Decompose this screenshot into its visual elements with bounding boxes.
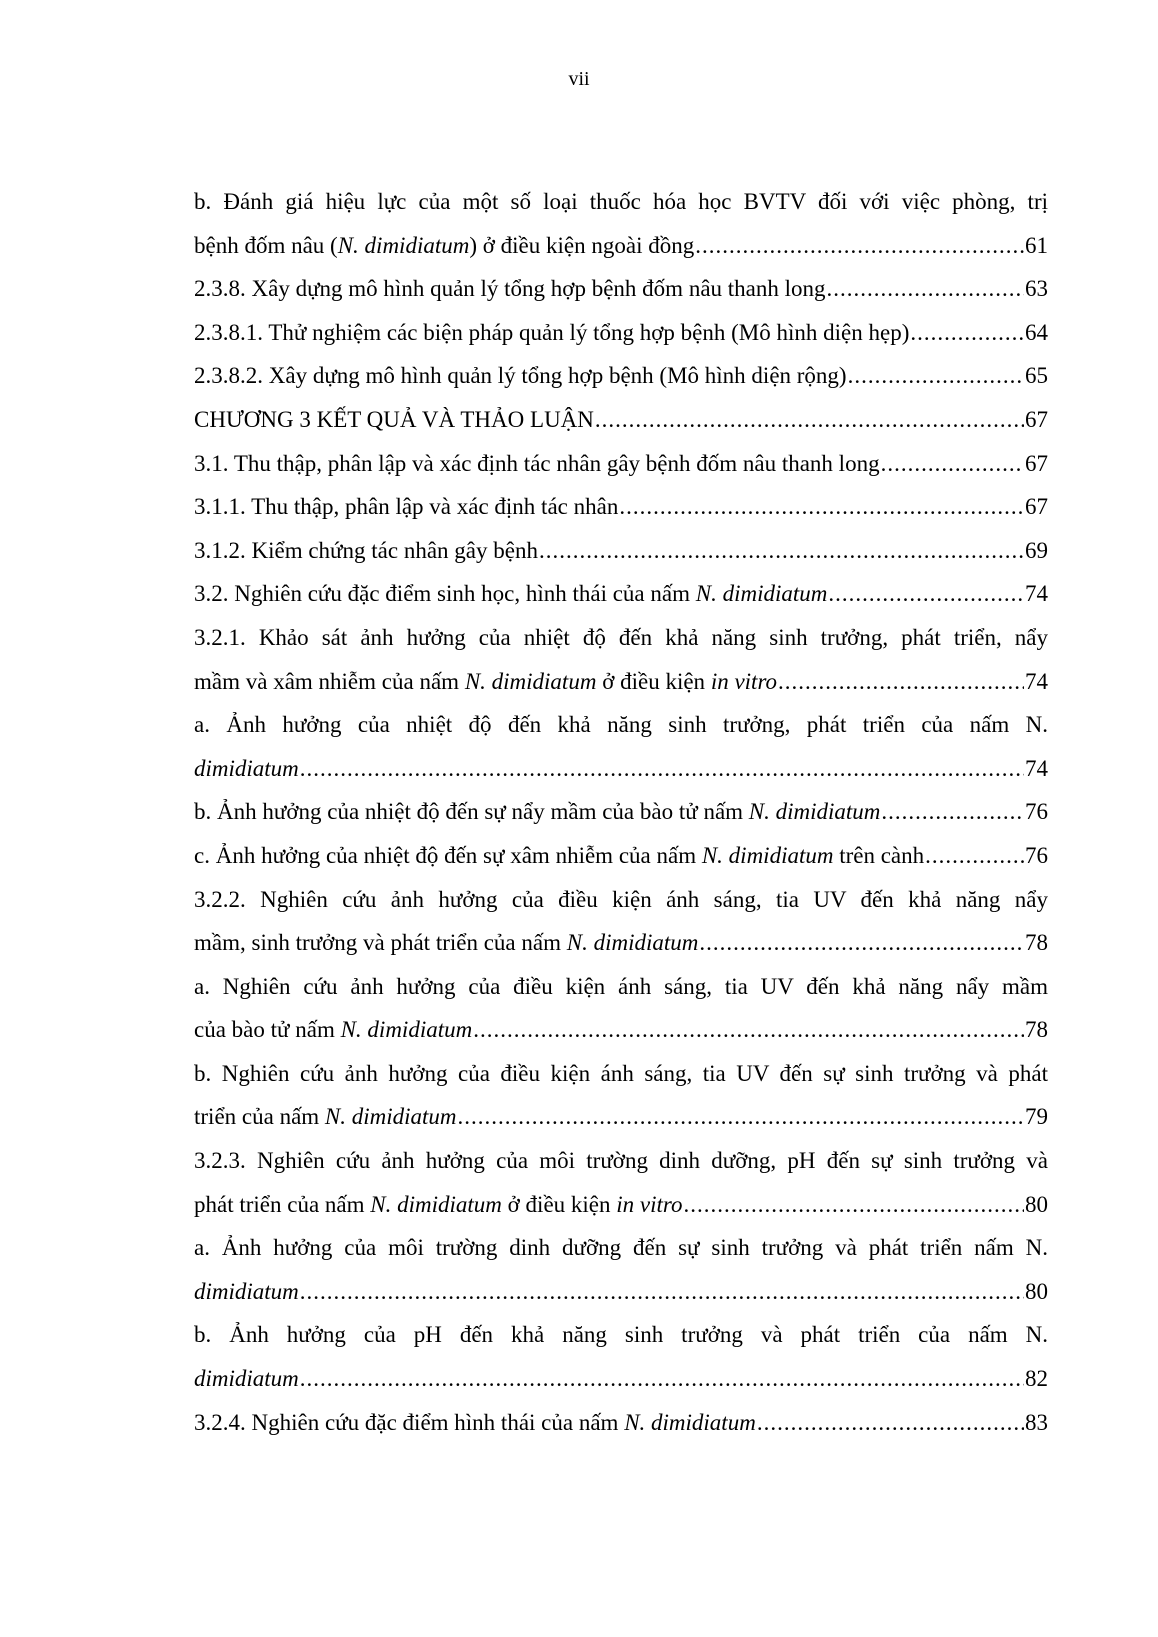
toc-entry-title xyxy=(194,311,909,355)
dot-leader xyxy=(881,442,1024,486)
dot-leader xyxy=(619,485,1024,529)
toc-page-number: 74 xyxy=(1025,755,1048,781)
toc-line: a. Ảnh hưởng của môi trường dinh dưỡng đến sự sinh trưởng và phát triển nấm N. xyxy=(194,1235,1048,1261)
toc-page-number: 65 xyxy=(1025,363,1048,389)
toc-entry-title xyxy=(194,1270,299,1314)
toc-entry xyxy=(194,1401,1048,1445)
toc-page-number: 79 xyxy=(1025,1104,1048,1130)
toc-title-part: bệnh đốm nâu ( xyxy=(194,232,338,258)
toc-entry xyxy=(194,1357,1048,1401)
toc-title-part: ở điều kiện xyxy=(596,668,711,694)
dot-leader xyxy=(778,660,1024,704)
dot-leader xyxy=(925,834,1024,878)
toc-title-part: N. dimidiatum xyxy=(566,930,699,956)
dot-leader xyxy=(757,1401,1024,1445)
toc-page-number: 82 xyxy=(1025,1366,1048,1392)
toc-title-part: N. dimidiatum xyxy=(701,842,834,868)
toc-title-part: 3.1.2. Kiểm chứng tác nhân gây bệnh xyxy=(194,537,538,563)
toc-line: a. Nghiên cứu ảnh hưởng của điều kiện ánh sáng, tia UV đến khả năng nẩy mầm xyxy=(194,973,1048,999)
toc-title-part: của bào tử nấm xyxy=(194,1017,341,1043)
toc-title-part: mầm và xâm nhiễm của nấm xyxy=(194,668,465,694)
toc-line: b. Ảnh hưởng của pH đến khả năng sinh trưởng và phát triển của nấm N. xyxy=(194,1322,1048,1348)
toc-title-part: dimidiatum xyxy=(194,755,299,781)
toc-title-part: 3.2. Nghiên cứu đặc điểm sinh học, hình thái của nấm xyxy=(194,581,696,607)
toc-page-number: 61 xyxy=(1025,232,1048,258)
toc-title-part: N. dimidiatum xyxy=(340,1017,473,1043)
toc-page-number: 63 xyxy=(1025,276,1048,302)
dot-leader xyxy=(458,1095,1024,1139)
toc-entry xyxy=(194,442,1048,486)
toc-page-number: 67 xyxy=(1025,494,1048,520)
toc-entry-title xyxy=(194,398,594,442)
toc-entry-title xyxy=(194,1401,756,1445)
toc-entry xyxy=(194,311,1048,355)
toc-entry xyxy=(194,485,1048,529)
toc-title-part: 3.2.4. Nghiên cứu đặc điểm hình thái của nấm xyxy=(194,1409,625,1435)
toc-title-part: CHƯƠNG 3 KẾT QUẢ VÀ THẢO LUẬN xyxy=(194,406,594,432)
toc-page-number: 74 xyxy=(1025,581,1048,607)
toc-line: 3.2.1. Khảo sát ảnh hưởng của nhiệt độ đến khả năng sinh trưởng, phát triển, nẩy xyxy=(194,624,1048,650)
toc-title-part: triển của nấm xyxy=(194,1104,325,1130)
dot-leader xyxy=(539,529,1024,573)
toc-entry-title xyxy=(194,354,847,398)
page-number: vii xyxy=(568,68,590,90)
toc-page-number: 67 xyxy=(1025,406,1048,432)
toc-title-part: in vitro xyxy=(616,1191,683,1217)
toc-page-number: 78 xyxy=(1025,930,1048,956)
toc-line: a. Ảnh hưởng của nhiệt độ đến khả năng sinh trưởng, phát triển của nấm N. xyxy=(194,712,1048,738)
dot-leader xyxy=(595,398,1024,442)
toc-entry-title xyxy=(194,1357,299,1401)
toc-title-part: dimidiatum xyxy=(194,1366,299,1392)
toc-entry xyxy=(194,1183,1048,1227)
toc-title-part: phát triển của nấm xyxy=(194,1191,371,1217)
toc-entry-title xyxy=(194,529,538,573)
toc-entry-title xyxy=(194,572,827,616)
toc-entry xyxy=(194,660,1048,704)
toc-title-part: dimidiatum xyxy=(194,1278,299,1304)
toc-entry-title xyxy=(194,921,698,965)
toc-entry-title xyxy=(194,747,299,791)
toc-title-part: 2.3.8. Xây dựng mô hình quản lý tổng hợp bệnh đốm nâu thanh long xyxy=(194,276,826,302)
toc-line: b. Đánh giá hiệu lực của một số loại thuốc hóa học BVTV đối với việc phòng, trị xyxy=(194,189,1048,214)
table-of-contents xyxy=(194,180,1048,1444)
toc-entry-title xyxy=(194,1008,472,1052)
toc-title-part: 2.3.8.1. Thử nghiệm các biện pháp quản lý tổng hợp bệnh (Mô hình diện hẹp) xyxy=(194,319,910,345)
dot-leader xyxy=(910,311,1024,355)
toc-title-part: in vitro xyxy=(710,668,778,694)
toc-entry-title xyxy=(194,485,618,529)
toc-title-part: N. dimidiatum xyxy=(464,668,597,694)
toc-entry-title xyxy=(194,660,777,704)
toc-page-number: 78 xyxy=(1025,1017,1048,1043)
toc-entry-title xyxy=(194,790,880,834)
toc-entry-title xyxy=(194,1095,457,1139)
dot-leader xyxy=(848,354,1024,398)
toc-page-number: 83 xyxy=(1025,1409,1048,1435)
toc-page-number: 76 xyxy=(1025,799,1048,825)
toc-entry xyxy=(194,267,1048,311)
toc-entry xyxy=(194,1270,1048,1314)
dot-leader xyxy=(699,921,1024,965)
toc-entry-title xyxy=(194,442,880,486)
toc-line: 3.2.3. Nghiên cứu ảnh hưởng của môi trường dinh dưỡng, pH đến sự sinh trưởng và xyxy=(194,1148,1048,1174)
toc-page-number: 74 xyxy=(1025,668,1048,694)
dot-leader xyxy=(881,790,1024,834)
toc-entry xyxy=(194,834,1048,878)
toc-title-part: b. Ảnh hưởng của nhiệt độ đến sự nẩy mầm của bào tử nấm xyxy=(194,799,749,825)
toc-title-part: trên cành xyxy=(833,842,925,868)
toc-entry xyxy=(194,790,1048,834)
toc-line: 3.2.2. Nghiên cứu ảnh hưởng của điều kiện ánh sáng, tia UV đến khả năng nẩy xyxy=(194,886,1048,912)
toc-title-part: ) ở điều kiện ngoài đồng xyxy=(469,232,695,258)
toc-entry xyxy=(194,747,1048,791)
dot-leader xyxy=(684,1183,1025,1227)
toc-entry xyxy=(194,1095,1048,1139)
toc-page-number: 69 xyxy=(1025,537,1048,563)
toc-page-number: 80 xyxy=(1025,1191,1048,1217)
toc-entry xyxy=(194,1008,1048,1052)
toc-page-number: 64 xyxy=(1025,319,1048,345)
dot-leader xyxy=(300,1357,1024,1401)
toc-title-part: ở điều kiện xyxy=(501,1191,617,1217)
dot-leader xyxy=(473,1008,1024,1052)
toc-page-number: 76 xyxy=(1025,842,1048,868)
dot-leader xyxy=(695,224,1024,268)
dot-leader xyxy=(300,747,1024,791)
dot-leader xyxy=(300,1270,1024,1314)
toc-page-number: 80 xyxy=(1025,1278,1048,1304)
toc-title-part: N. dimidiatum xyxy=(748,799,881,825)
toc-entry xyxy=(194,529,1048,573)
toc-title-part: 2.3.8.2. Xây dựng mô hình quản lý tổng hợp bệnh (Mô hình diện rộng) xyxy=(194,363,847,389)
toc-entry-title xyxy=(194,834,924,878)
toc-entry-title xyxy=(194,267,826,311)
toc-title-part: c. Ảnh hưởng của nhiệt độ đến sự xâm nhiễm của nấm xyxy=(194,842,702,868)
toc-entry xyxy=(194,921,1048,965)
toc-title-part: N. dimidiatum xyxy=(624,1409,756,1435)
toc-title-part: N. dimidiatum xyxy=(695,581,828,607)
dot-leader xyxy=(828,572,1024,616)
toc-entry-title xyxy=(194,1183,683,1227)
toc-page-number: 67 xyxy=(1025,450,1048,476)
toc-title-part: 3.1.1. Thu thập, phân lập và xác định tác nhân xyxy=(194,494,619,520)
toc-line: b. Nghiên cứu ảnh hưởng của điều kiện ánh sáng, tia UV đến sự sinh trưởng và phát xyxy=(194,1060,1048,1086)
toc-title-part: 3.1. Thu thập, phân lập và xác định tác nhân gây bệnh đốm nâu thanh long xyxy=(194,450,880,476)
toc-title-part: mầm, sinh trưởng và phát triển của nấm xyxy=(194,930,567,956)
toc-entry xyxy=(194,572,1048,616)
toc-entry xyxy=(194,224,1048,268)
toc-entry-title xyxy=(194,224,694,268)
toc-entry xyxy=(194,398,1048,442)
toc-entry xyxy=(194,354,1048,398)
toc-title-part: N. dimidiatum xyxy=(370,1191,502,1217)
dot-leader xyxy=(827,267,1024,311)
toc-title-part: N. dimidiatum xyxy=(337,232,470,258)
toc-title-part: N. dimidiatum xyxy=(324,1104,457,1130)
